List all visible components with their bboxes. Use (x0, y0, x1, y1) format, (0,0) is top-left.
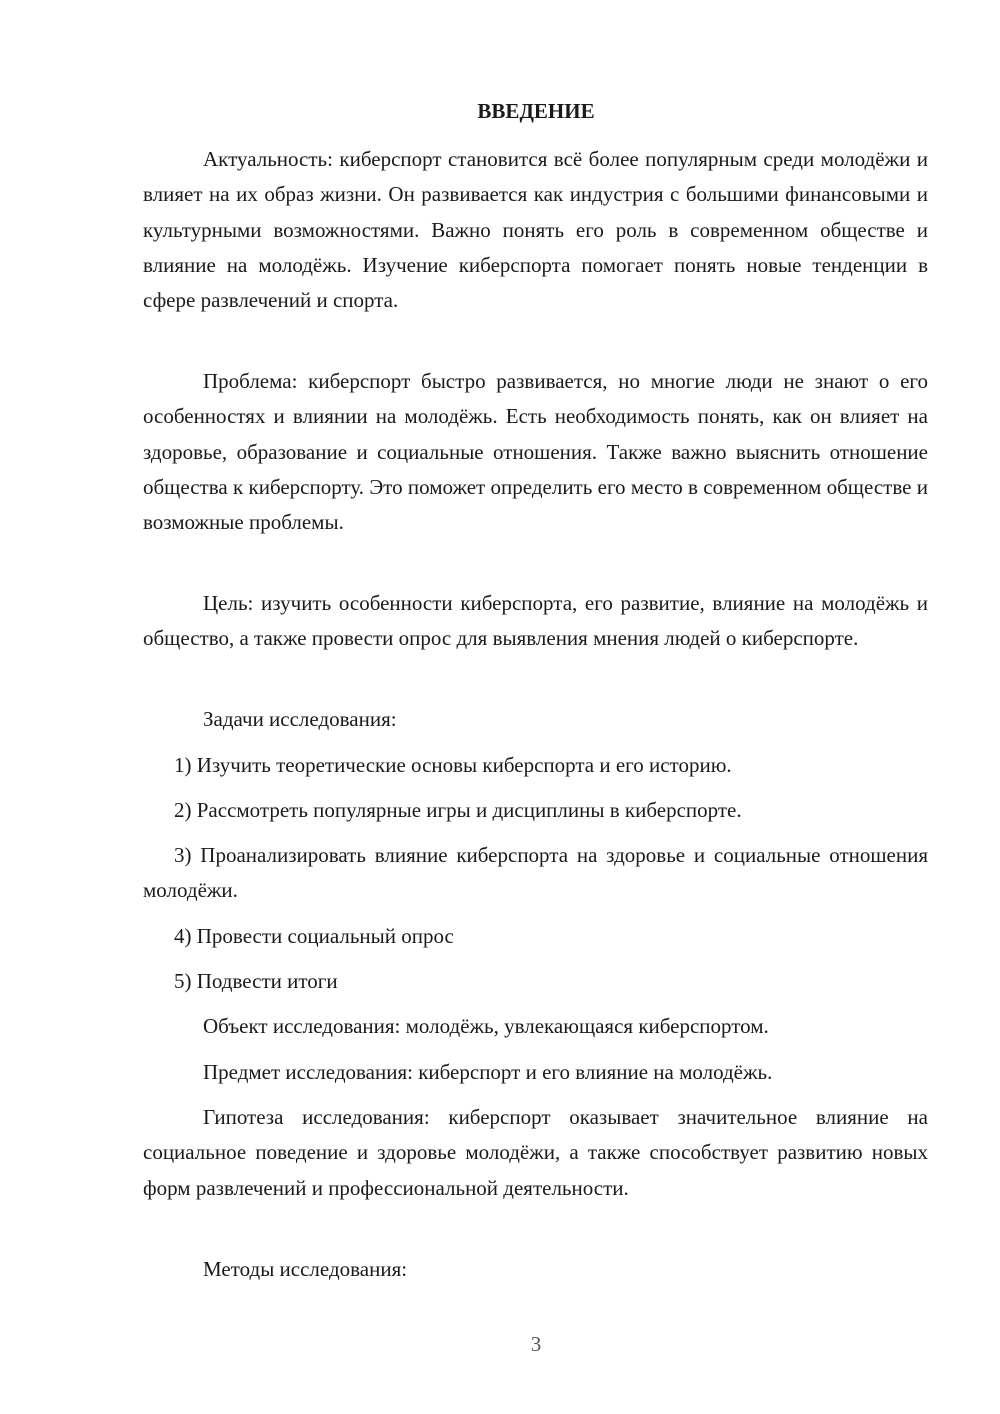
tasks-heading: Задачи исследования: (203, 707, 397, 731)
task-item-2: 2) Рассмотреть популярные игры и дисциплины в киберспорте. (174, 798, 742, 822)
methods-heading: Методы исследования: (203, 1257, 408, 1281)
task-item-1: 1) Изучить теоретические основы киберспорта и его историю. (174, 753, 732, 777)
paragraph-subject: Предмет исследования: киберспорт и его влияние на молодёжь. (203, 1060, 773, 1084)
paragraph-goal: Цель: изучить особенности киберспорта, его развитие, влияние на молодёжь и общество, а также провести опрос для выявления мнения людей о киберспорте. (143, 591, 928, 651)
paragraph-problem: Проблема: киберспорт быстро развивается, но многие люди не знают о его особенностях и влиянии на молодёжь. Есть необходимость понять, как он влияет на здоровье, образование и социальные отношения. Также важно выяснить отношение общества к киберспорту. Это поможет определить его место в современном обществе и возможные проблемы. (143, 369, 928, 535)
paragraph-object: Объект исследования: молодёжь, увлекающаяся киберспортом. (203, 1014, 769, 1038)
paragraph-relevance: Актуальность: киберспорт становится всё более популярным среди молодёжи и влияет на их образ жизни. Он развивается как индустрия с большими финансовыми и культурными возможностями. Важно понять его роль в современном обществе и влияние на молодёжь. Изучение киберспорта помогает понять новые тенденции в сфере развлечений и спорта. (143, 147, 928, 313)
page-number: 3 (530, 1332, 542, 1356)
page-title: ВВЕДЕНИЕ (477, 99, 595, 123)
task-item-5: 5) Подвести итоги (174, 969, 338, 993)
paragraph-hypothesis: Гипотеза исследования: киберспорт оказывает значительное влияние на социальное поведение и здоровье молодёжи, а также способствует развитию новых форм развлечений и профессиональной деятельности. (143, 1105, 928, 1200)
task-item-4: 4) Провести социальный опрос (174, 924, 454, 948)
task-item-3: 3) Проанализировать влияние киберспорта на здоровье и социальные отношения молодёжи. (143, 843, 928, 903)
